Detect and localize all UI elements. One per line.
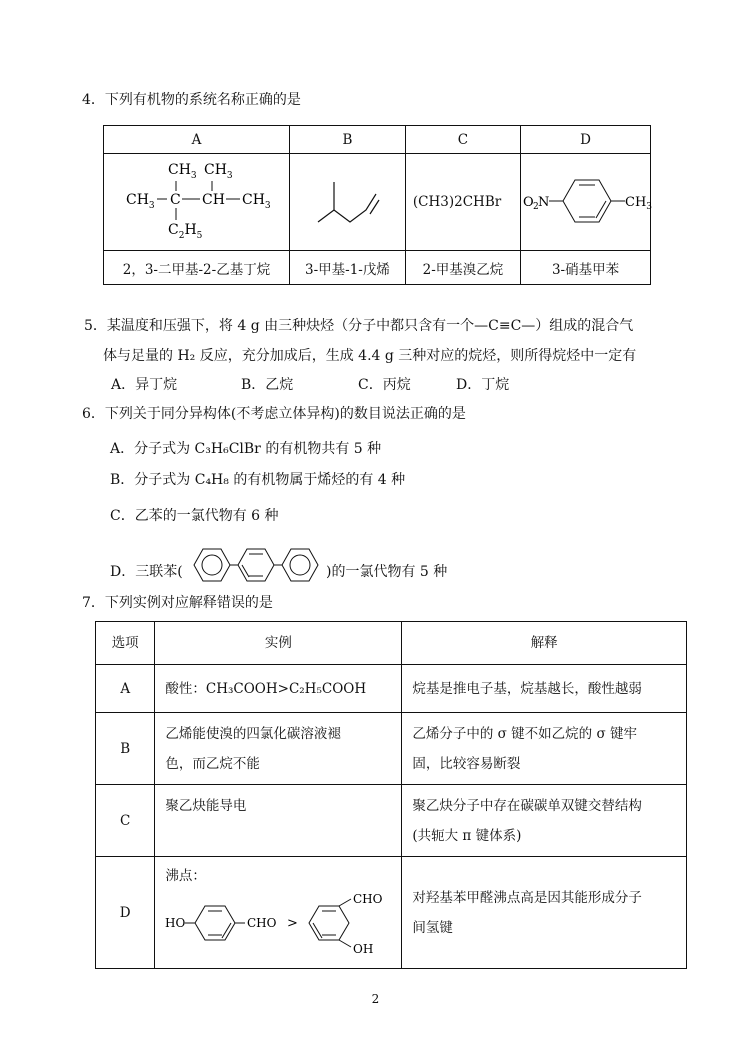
q7-table [95,621,687,969]
table-row [96,785,687,857]
greater-than: > [287,916,299,931]
a-ch3-right: $CH_3$ [242,192,272,211]
q7-row-b-example-line2: 色，而乙烷不能 [165,755,260,772]
a-top-ch3-2: $CH_3$ [204,162,234,181]
q4-header-d: D [521,126,651,154]
structure-b-svg [290,154,404,246]
q7-row-d-example [155,857,402,969]
q4-name-c: 2-甲基溴乙烷 [405,251,520,285]
q7-header-example: 实例 [155,622,402,665]
q4-structure-a [104,154,290,251]
terphenyl-structure [190,543,326,587]
q7-stem: 7．下列实例对应解释错误的是 [82,595,273,611]
q7-row-d-explanation-line1: 对羟基苯甲醛沸点高是因其能形成分子 [412,889,642,906]
d-n-label: N [537,195,549,210]
q5-option-d: D．丁烷 [456,377,510,393]
q7-row-b-explanation-line1: 乙烯分子中的 σ 键不如乙烷的 σ 键牢 [412,725,637,742]
q7-header-option: 选项 [96,622,155,665]
o-hydroxy-cho: CHO [353,892,383,906]
q7-row-a-option: A [96,665,155,713]
d-o-label: O [522,195,534,210]
q4-structure-b [289,154,405,251]
q6-option-d-suffix: )的一氯代物有 5 种 [326,564,448,580]
q4-name-d: 3-硝基甲苯 [521,251,651,285]
q7-row-b-explanation [402,713,687,785]
structure-a-svg [104,154,288,246]
q7-row-c-explanation-line1: 聚乙炔分子中存在碳碳单双键交替结构 [412,797,642,814]
page-number: 2 [371,992,380,1006]
q4-stem: 4．下列有机物的系统名称正确的是 [82,92,301,108]
q4-header-c: C [405,126,520,154]
boiling-point-structures [165,891,401,957]
q7-row-d-explanation [402,857,687,969]
q7-header-explanation: 解释 [402,622,687,665]
q4-name-a: 2，3-二甲基-2-乙基丁烷 [104,251,290,285]
q4-table [103,125,651,285]
table-row [96,665,687,713]
q4-name-b: 3-甲基-1-戊烯 [289,251,405,285]
q7-row-d-example-label: 沸点： [165,868,206,884]
q6-option-c: C．乙苯的一氯代物有 6 种 [110,508,279,524]
q4-header-a: A [104,126,290,154]
o-hydroxy-oh: OH [353,942,374,956]
q6-option-d-prefix: D．三联苯( [110,564,183,580]
q4-header-b: B [289,126,405,154]
a-top-ch3-1: $CH_3$ [168,162,198,181]
q7-row-d-option: D [96,857,155,969]
q5-stem-line1: 5．某温度和压强下，将 4 g 由三种炔烃（分子中都只含有一个—C≡C—）组成的混合气 [84,318,634,334]
q5-option-a: A．异丁烷 [111,377,178,393]
q5-stem-line2: 体与足量的 H₂ 反应，充分加成后，生成 4.4 g 三种对应的烷烃，则所得烷烃中一定有 [103,348,637,364]
p-hydroxy-ho: HO [165,916,186,930]
a-c2h5: $C_2H_5$ [168,222,203,241]
structure-d-svg [522,154,650,246]
q7-row-b-option: B [96,713,155,785]
q6-option-a: A．分子式为 C₃H₆ClBr 的有机物共有 5 种 [110,441,382,457]
q7-row-d-explanation-line2: 间氢键 [412,919,453,936]
a-c-center: C [170,192,182,208]
q7-row-c-option: C [96,785,155,857]
q7-row-b-example [155,713,402,785]
q7-row-a-explanation: 烷基是推电子基，烷基越长，酸性越弱 [402,665,687,713]
q7-row-c-example: 聚乙炔能导电 [155,785,402,857]
q6-option-b: B．分子式为 C₄H₈ 的有机物属于烯烃的有 4 种 [110,472,406,488]
d-sub-2: 2 [532,202,539,212]
q7-row-c-explanation-line2: (共轭大 π 键体系) [412,827,522,844]
q7-row-b-explanation-line2: 固，比较容易断裂 [412,755,521,772]
d-ch3-label: $CH_3$ [624,195,652,212]
q7-row-b-example-line1: 乙烯能使溴的四氯化碳溶液褪 [165,725,341,742]
a-ch: CH [202,192,226,208]
q6-stem: 6．下列关于同分异构体(不考虑立体异构)的数目说法正确的是 [82,406,466,422]
a-ch3-left: $CH_3$ [126,192,156,211]
q7-row-a-example: 酸性：CH₃COOH>C₂H₅COOH [155,665,402,713]
table-row [96,857,687,969]
q5-option-c: C．丙烷 [358,377,411,393]
q5-option-b: B．乙烷 [241,377,294,393]
table-row [96,713,687,785]
q7-row-c-explanation [402,785,687,857]
p-hydroxy-cho: CHO [247,916,277,930]
q4-formula-c: (CH3)2CHBr [405,154,520,251]
q4-structure-d [521,154,651,251]
